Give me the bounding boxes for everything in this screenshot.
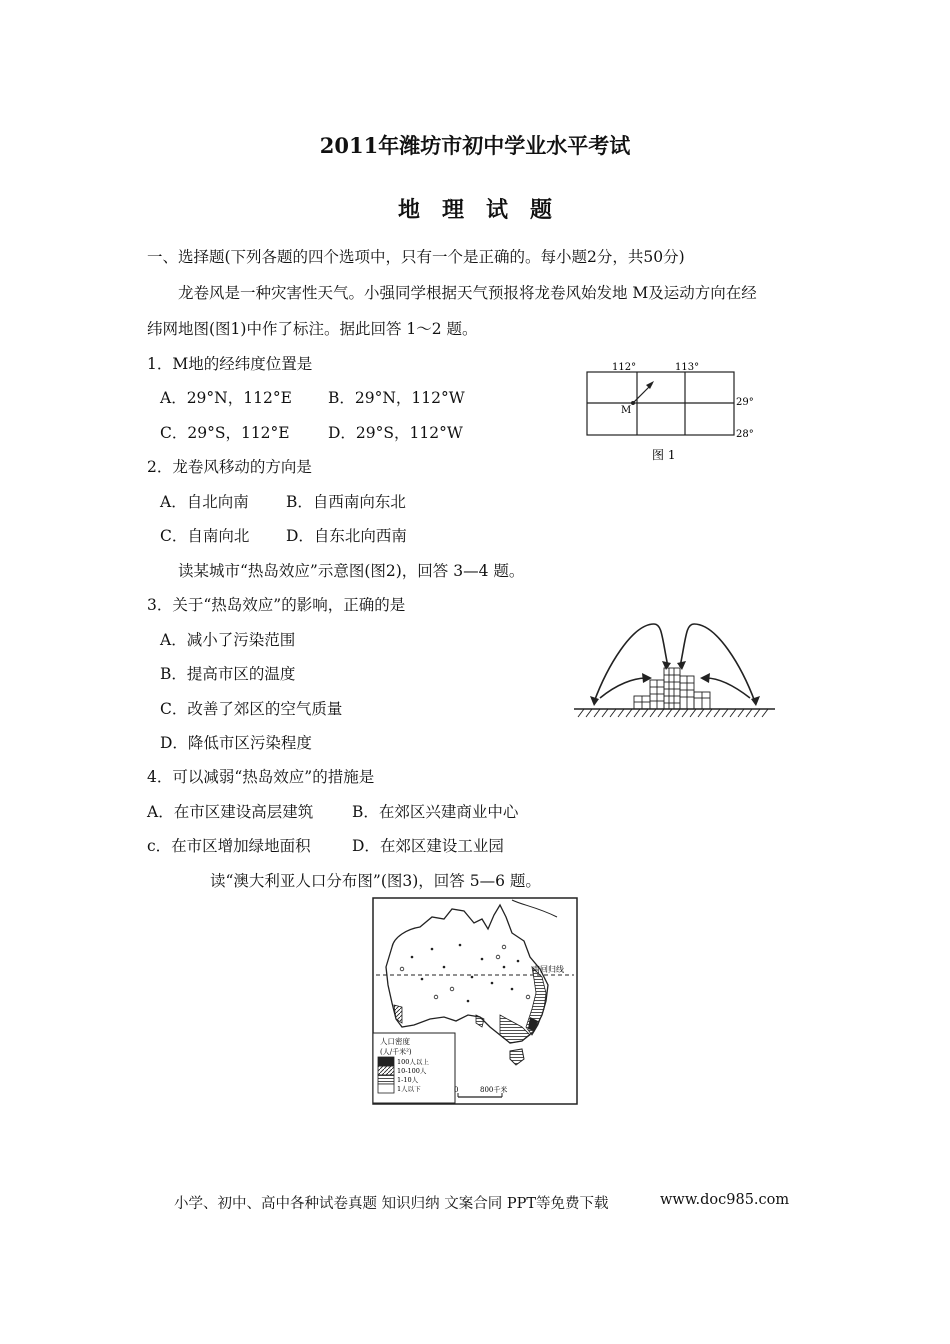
q4-option-c: c．在市区增加绿地面积: [147, 837, 311, 855]
legend-item-1: 100人以上: [397, 1058, 429, 1066]
intro-text-heat-island: 读某城市“热岛效应”示意图(图2)，回答 3—4 题。: [178, 562, 525, 580]
longitude-label-113: 113°: [675, 362, 700, 373]
q4-option-b: B．在郊区兴建商业中心: [352, 803, 519, 821]
figure-2-heat-island: [572, 612, 777, 720]
figure-3-australia-map: [372, 897, 578, 1105]
question-2-stem: 2．龙卷风移动的方向是: [147, 458, 312, 476]
scale-start: 0: [454, 1086, 459, 1094]
footer-text: 小学、初中、高中各种试卷真题 知识归纳 文案合同 PPT等免费下载: [174, 1196, 609, 1212]
page-subtitle: 地 理 试 题: [397, 197, 552, 223]
tropic-label: 南回归线: [532, 965, 564, 974]
q1-option-a: A．29°N，112°E: [160, 389, 292, 407]
q3-option-b: B．提高市区的温度: [160, 665, 296, 683]
section-heading: 一、选择题(下列各题的四个选项中，只有一个是正确的。每小题2分，共50分): [147, 248, 685, 266]
q1-option-c: C．29°S，112°E: [160, 424, 290, 442]
q4-option-d: D．在郊区建设工业园: [352, 837, 504, 855]
latitude-label-29: 29°: [736, 397, 754, 408]
question-3-stem: 3．关于“热岛效应”的影响，正确的是: [147, 596, 406, 614]
q2-option-d: D．自东北向西南: [286, 527, 407, 545]
legend-unit: (人/千米²): [380, 1048, 412, 1056]
longitude-label-112: 112°: [612, 362, 637, 373]
intro-text-australia: 读“澳大利亚人口分布图”(图3)，回答 5—6 题。: [210, 872, 541, 890]
footer-url[interactable]: www.doc985.com: [660, 1192, 790, 1208]
page-title: 2011年潍坊市初中学业水平考试: [319, 133, 631, 158]
legend-title: 人口密度: [380, 1037, 410, 1046]
q1-option-d: D．29°S，112°W: [328, 424, 463, 442]
q3-option-d: D．降低市区污染程度: [160, 734, 312, 752]
q2-option-c: C．自南向北: [160, 527, 250, 545]
q4-option-a: A．在市区建设高层建筑: [147, 803, 314, 821]
figure-1-graticule: [580, 355, 765, 467]
intro-text-2: 纬网地图(图1)中作了标注。据此回答 1～2 题。: [147, 320, 478, 338]
city-buildings: [634, 668, 710, 709]
intro-text-1: 龙卷风是一种灾害性天气。小强同学根据天气预报将龙卷风始发地 M及运动方向在经: [178, 284, 757, 302]
q3-option-c: C．改善了郊区的空气质量: [160, 700, 343, 718]
air-flow-arrows: [594, 624, 755, 702]
q1-option-b: B．29°N，112°W: [328, 389, 465, 407]
q2-option-a: A．自北向南: [160, 493, 249, 511]
q3-option-a: A．减小了污染范围: [160, 631, 296, 649]
point-m-label: M: [621, 405, 632, 416]
question-4-stem: 4．可以减弱“热岛效应”的措施是: [147, 768, 375, 786]
figure-1-caption: 图 1: [652, 448, 676, 462]
legend-item-2: 10-100人: [397, 1067, 427, 1075]
question-1-stem: 1．M地的经纬度位置是: [147, 355, 313, 373]
latitude-label-28: 28°: [736, 429, 754, 440]
legend-item-3: 1-10人: [397, 1076, 419, 1084]
scale-end: 800千米: [480, 1086, 508, 1094]
q2-option-b: B．自西南向东北: [286, 493, 406, 511]
legend-item-4: 1人以下: [397, 1085, 421, 1093]
